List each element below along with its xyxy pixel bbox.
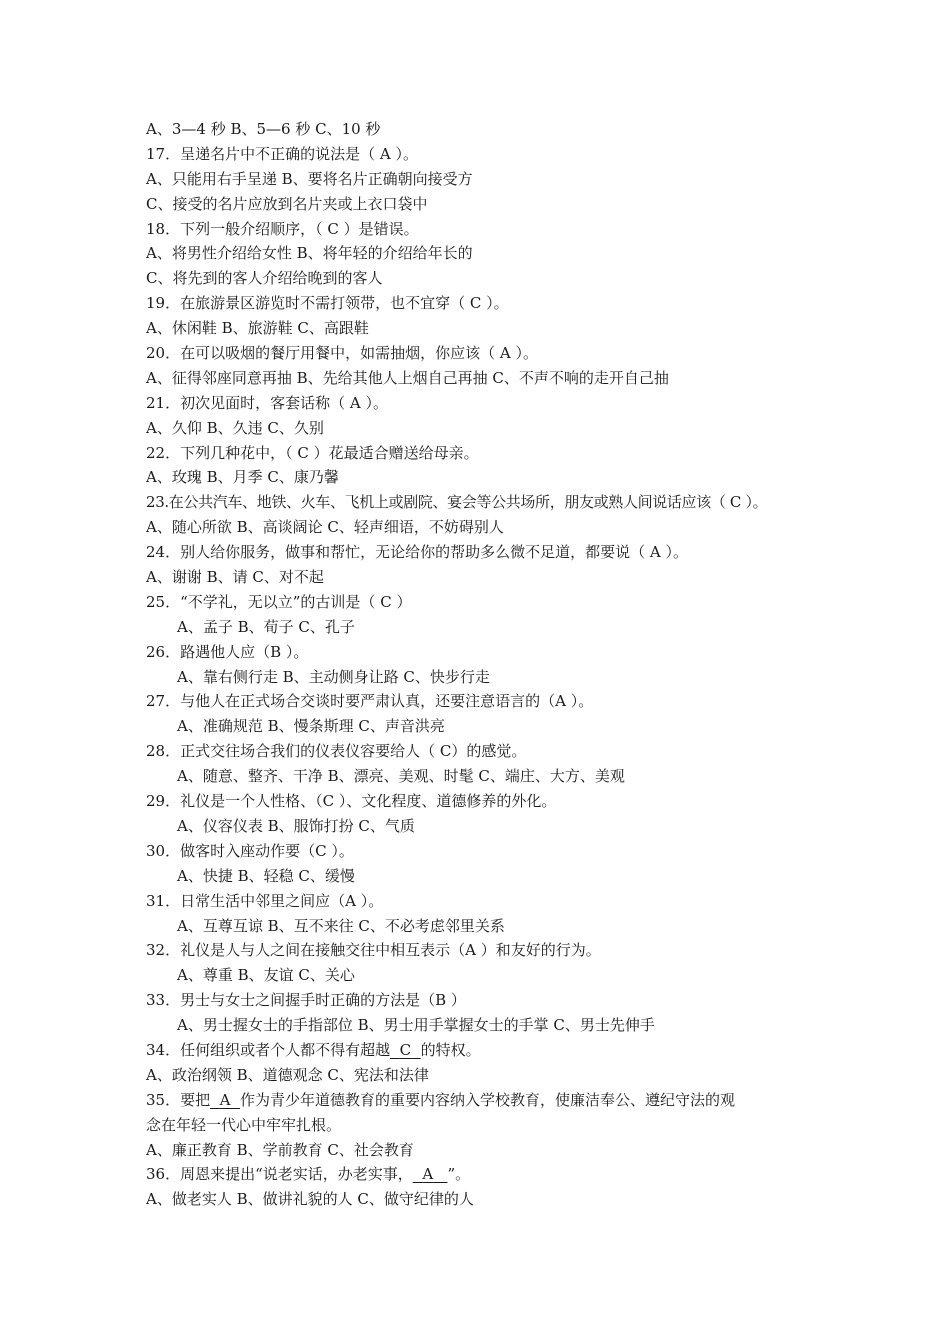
- question-line: [146, 1088, 826, 1113]
- options-line: A、互尊互谅 B、互不来往 C、不必考虑邻里关系: [177, 916, 505, 935]
- question-line: 19．在旅游景区游览时不需打领带，也不宜穿（ C ）。: [146, 294, 509, 313]
- question-line: 30．做客时入座动作要（C ）。: [146, 841, 354, 860]
- question-line: 33．男士与女士之间握手时正确的方法是（B ）: [146, 991, 466, 1010]
- question-line: [146, 1162, 826, 1187]
- options-line: A、政治纲领 B、道德观念 C、宪法和法律: [146, 1065, 429, 1084]
- options-line: A、休闲鞋 B、旅游鞋 C、高跟鞋: [146, 319, 369, 338]
- answer-blank: [390, 1041, 421, 1059]
- options-line: A、做老实人 B、做讲礼貌的人 C、做守纪律的人: [146, 1190, 474, 1209]
- options-line: A、只能用右手呈递 B、要将名片正确朝向接受方: [146, 169, 473, 188]
- options-line: A、玫瑰 B、月季 C、康乃馨: [146, 468, 339, 487]
- answer-text: A: [219, 1090, 231, 1109]
- question-text: 作为青少年道德教育的重要内容纳入学校教育，使廉洁奉公、遵纪守法的观: [240, 1090, 736, 1109]
- options-line: A、准确规范 B、慢条斯理 C、声音洪亮: [177, 717, 445, 736]
- options-line: A、随意、整齐、干净 B、漂亮、美观、时髦 C、端庄、大方、美观: [177, 767, 625, 786]
- question-line: 31．日常生活中邻里之间应（A ）。: [146, 891, 384, 910]
- question-line: 21．初次见面时，客套话称（ A ）。: [146, 393, 388, 412]
- answer-text: C: [399, 1040, 412, 1059]
- question-text: 34．任何组织或者个人都不得有超越: [146, 1040, 391, 1059]
- options-line: A、快捷 B、轻稳 C、缓慢: [177, 866, 355, 885]
- question-line: 32．礼仪是人与人之间在接触交往中相互表示（A ）和友好的行为。: [146, 941, 601, 960]
- question-text: ”。: [447, 1165, 471, 1184]
- options-line: A、将男性介绍给女性 B、将年轻的介绍给年长的: [146, 244, 473, 263]
- options-line: C、接受的名片应放到名片夹或上衣口袋中: [146, 194, 428, 213]
- options-line: A、男士握女士的手指部位 B、男士用手掌握女士的手掌 C、男士先伸手: [177, 1016, 655, 1035]
- answer-blank: [413, 1165, 448, 1183]
- question-text: 35．要把: [146, 1090, 211, 1109]
- question-line: 18．下列一般介绍顺序，（ C ）是错误。: [146, 219, 419, 238]
- question-list: [146, 117, 826, 1212]
- question-line: 24．别人给你服务，做事和帮忙，无论给你的帮助多么微不足道，都要说（ A ）。: [146, 543, 688, 562]
- options-line: A、尊重 B、友谊 C、关心: [177, 966, 355, 985]
- options-line: A、廉正教育 B、学前教育 C、社会教育: [146, 1140, 414, 1159]
- options-line: A、谢谢 B、请 C、对不起: [146, 568, 324, 587]
- question-text: 的特权。: [420, 1040, 481, 1059]
- question-line: 28．正式交往场合我们的仪表仪容要给人（ C）的感觉。: [146, 742, 527, 761]
- options-line: A、3—4 秒 B、5—6 秒 C、10 秒: [146, 120, 381, 138]
- question-line: 22．下列几种花中，（ C ）花最适合赠送给母亲。: [146, 443, 479, 462]
- answer-blank: [210, 1091, 240, 1109]
- question-line: 23.在公共汽车、地铁、火车、飞机上或剧院、宴会等公共场所，朋友或熟人间说话应该（ C ）。: [146, 493, 768, 512]
- options-line: A、随心所欲 B、高谈阔论 C、轻声细语，不妨碍别人: [146, 518, 504, 537]
- options-line: C、将先到的客人介绍给晚到的客人: [146, 269, 383, 288]
- options-line: A、征得邻座同意再抽 B、先给其他人上烟自己再抽 C、不声不响的走开自己抽: [146, 368, 669, 387]
- answer-text: A: [422, 1165, 434, 1184]
- question-line: [146, 1038, 826, 1063]
- question-line: 念在年轻一代心中牢牢扎根。: [146, 1115, 342, 1134]
- question-line: 25．“不学礼，无以立”的古训是（ C ）: [146, 592, 412, 611]
- options-line: A、仪容仪表 B、服饰打扮 C、气质: [177, 816, 415, 835]
- options-line: A、靠右侧行走 B、主动侧身让路 C、快步行走: [177, 667, 490, 686]
- options-line: A、孟子 B、荀子 C、孔子: [177, 617, 355, 636]
- question-line: 17．呈递名片中不正确的说法是（ A ）。: [146, 144, 418, 163]
- question-line: 29．礼仪是一个人性格、（C ）、文化程度、道德修养的外化。: [146, 792, 557, 811]
- options-line: A、久仰 B、久违 C、久别: [146, 418, 324, 437]
- question-text: 36．周恩来提出“说老实话，办老实事，: [146, 1165, 413, 1184]
- question-line: 27．与他人在正式场合交谈时要严肃认真，还要注意语言的（A ）。: [146, 692, 594, 711]
- question-line: 26．路遇他人应（B ）。: [146, 642, 309, 661]
- question-line: 20．在可以吸烟的餐厅用餐中，如需抽烟，你应该（ A ）。: [146, 344, 538, 363]
